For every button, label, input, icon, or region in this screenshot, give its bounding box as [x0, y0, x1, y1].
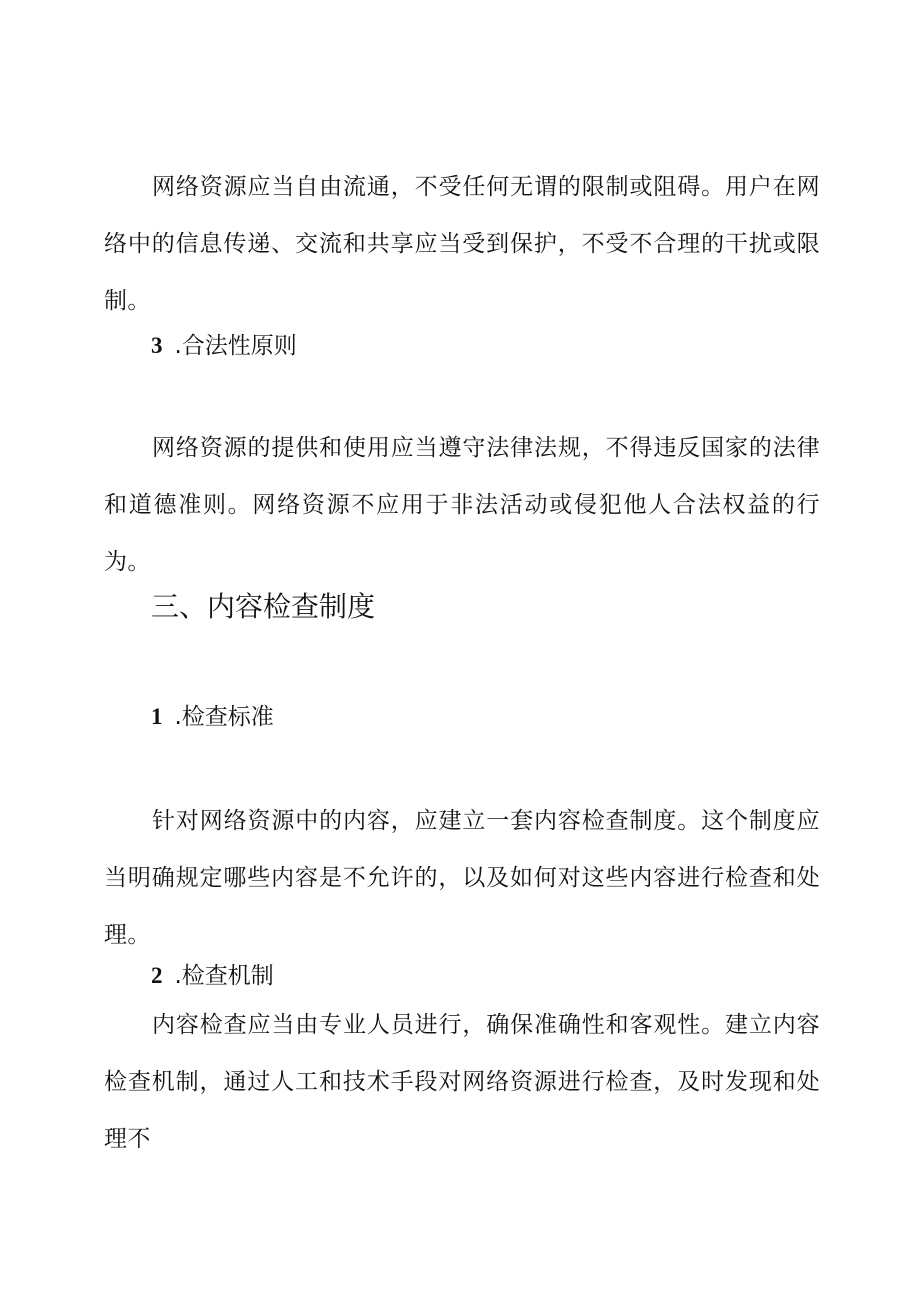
heading-title: .检查机制	[174, 963, 274, 989]
heading-title: .检查标准	[174, 704, 274, 730]
heading-number: 1	[151, 704, 163, 729]
paragraph-legality: 网络资源的提供和使用应当遵守法律法规，不得违反国家的法律和道德准则。网络资源不应用于非法活动或侵犯他人合法权益的行为。	[104, 435, 820, 575]
heading-title: .合法性原则	[174, 333, 297, 359]
heading-number: 3	[151, 333, 163, 358]
paragraph-review-standard: 针对网络资源中的内容，应建立一套内容检查制度。这个制度应当明确规定哪些内容是不允许的，以及如何对这些内容进行检查和处理。	[104, 808, 820, 948]
paragraph-free-flow: 网络资源应当自由流通，不受任何无谓的限制或阻碍。用户在网络中的信息传递、交流和共享应当受到保护，不受不合理的干扰或限制。	[104, 174, 820, 314]
section-heading-content-review: 三、内容检查制度	[151, 590, 376, 623]
heading-legality-principle	[151, 331, 297, 361]
paragraph-review-mechanism: 内容检查应当由专业人员进行，确保准确性和客观性。建立内容检查机制，通过人工和技术手段对网络资源进行检查，及时发现和处理不	[104, 1012, 820, 1152]
heading-number: 2	[151, 963, 163, 988]
heading-review-standard	[151, 702, 274, 732]
heading-review-mechanism	[151, 961, 274, 991]
